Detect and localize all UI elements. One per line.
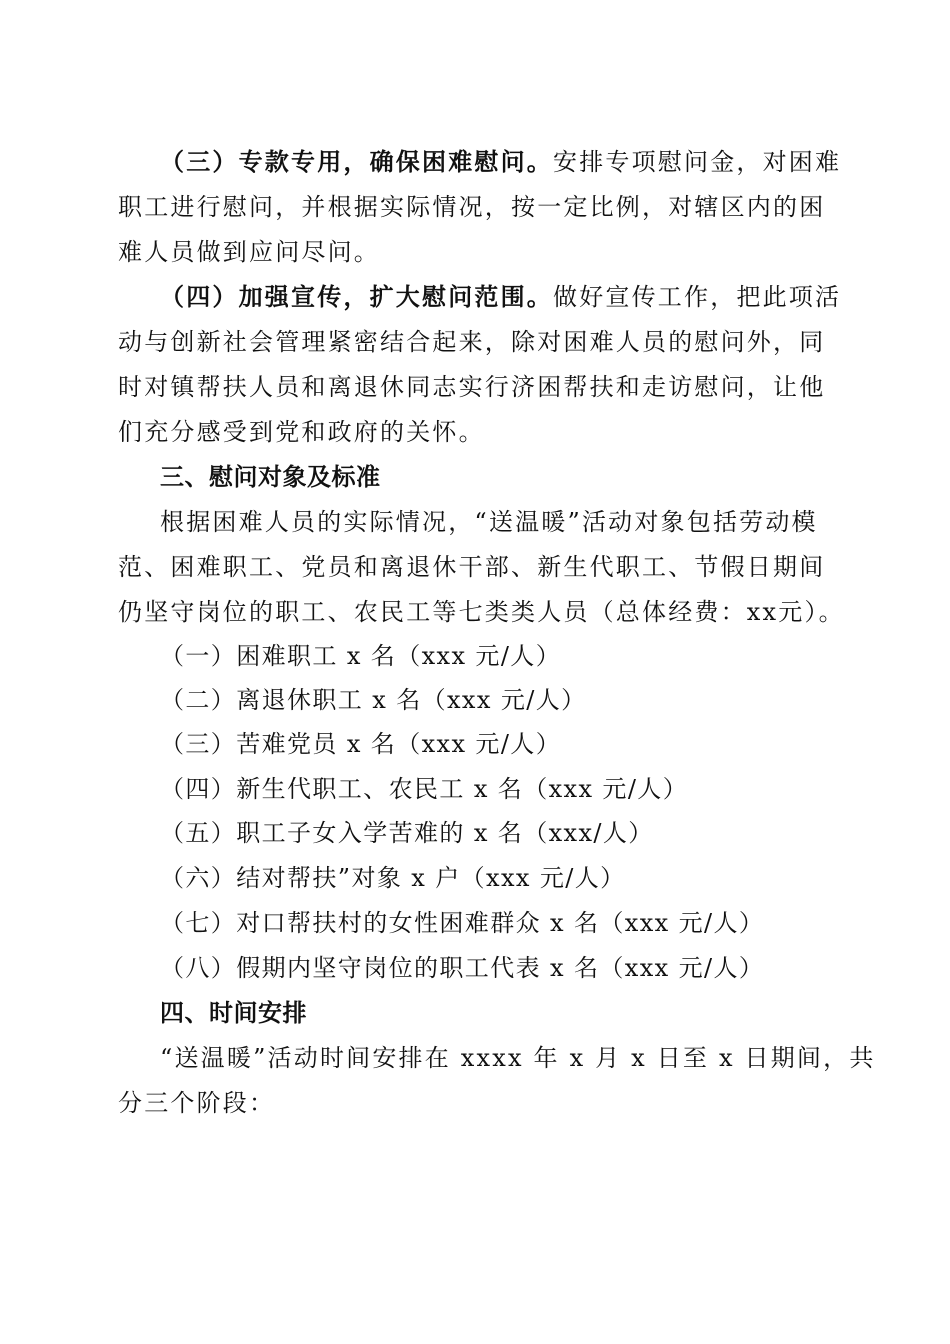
section-heading-three: 三、慰问对象及标准 — [160, 463, 381, 491]
schedule-line-2: 分三个阶段： — [118, 1089, 276, 1117]
list-item: （一）困难职工 x 名（xxx 元/人） — [160, 642, 562, 670]
list-item: （六）结对帮扶”对象 x 户（xxx 元/人） — [160, 864, 626, 892]
intro-line-3: 仍坚守岗位的职工、农民工等七类类人员（总体经费：xx元）。 — [118, 598, 845, 626]
item-three-line-1 — [160, 140, 880, 184]
schedule-line-1: “送温暖”活动时间安排在 xxxx 年 x 月 x 日至 x 日期间，共 — [160, 1044, 876, 1072]
list-item: （三）苦难党员 x 名（xxx 元/人） — [160, 730, 562, 758]
list-item: （四）新生代职工、农民工 x 名（xxx 元/人） — [160, 775, 689, 803]
item-four-lead: （四）加强宣传，扩大慰问范围。 — [160, 283, 553, 311]
item-four-line-3: 时对镇帮扶人员和离退休同志实行济困帮扶和走访慰问，让他 — [118, 373, 826, 401]
item-four-text: 做好宣传工作，把此项活 — [553, 283, 842, 311]
item-three-text: 安排专项慰问金，对困难 — [553, 148, 842, 176]
list-item: （七）对口帮扶村的女性困难群众 x 名（xxx 元/人） — [160, 909, 765, 937]
intro-line-1: 根据困难人员的实际情况，“送温暖”活动对象包括劳动模 — [160, 508, 818, 536]
intro-line-2: 范、困难职工、党员和离退休干部、新生代职工、节假日期间 — [118, 553, 826, 581]
list-item: （五）职工子女入学苦难的 x 名（xxx/人） — [160, 819, 654, 847]
item-four-line-2: 动与创新社会管理紧密结合起来，除对困难人员的慰问外，同 — [118, 328, 826, 356]
list-item: （二）离退休职工 x 名（xxx 元/人） — [160, 686, 587, 714]
item-three-line-2: 职工进行慰问，并根据实际情况，按一定比例，对辖区内的困 — [118, 193, 826, 221]
item-four-line-4: 们充分感受到党和政府的关怀。 — [118, 418, 485, 446]
section-heading-four: 四、时间安排 — [160, 999, 307, 1027]
item-four-line-1 — [160, 275, 880, 319]
item-three-lead: （三）专款专用，确保困难慰问。 — [160, 148, 553, 176]
list-item: （八）假期内坚守岗位的职工代表 x 名（xxx 元/人） — [160, 954, 765, 982]
item-three-line-3: 难人员做到应问尽问。 — [118, 238, 380, 266]
